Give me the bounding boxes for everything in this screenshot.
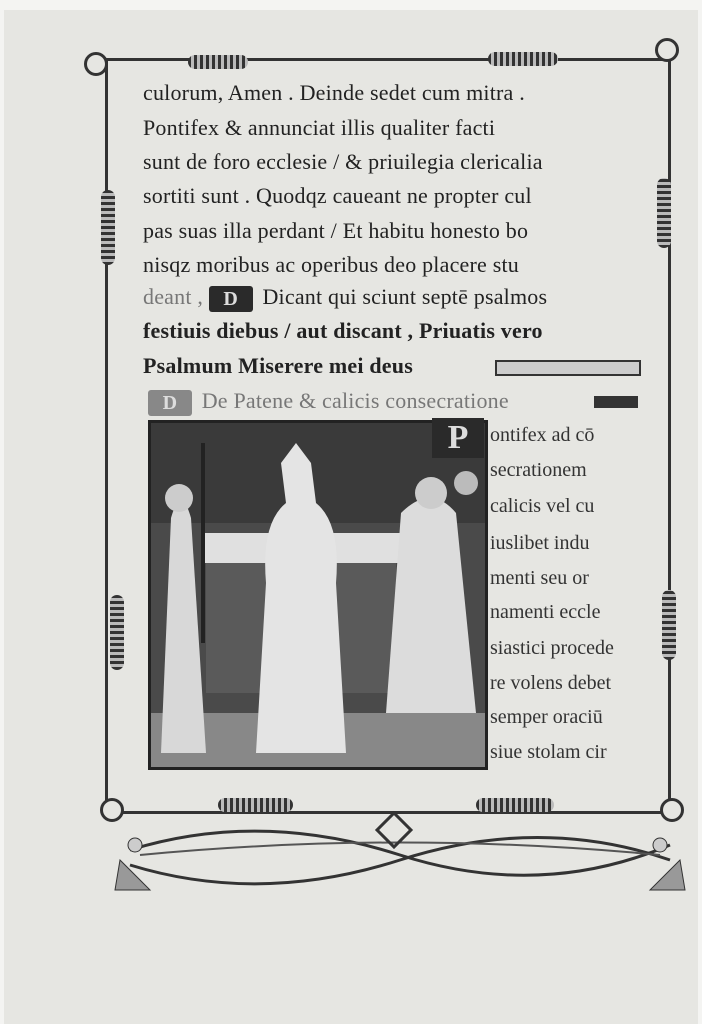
side-text-line: ontifex ad cō bbox=[490, 424, 595, 446]
border-knot bbox=[488, 52, 558, 66]
side-text-line: calicis vel cu bbox=[490, 495, 595, 517]
decorated-initial-large: P bbox=[432, 418, 484, 458]
text-line: culorum, Amen . Deinde sedet cum mitra . bbox=[143, 80, 525, 105]
side-text-line: secrationem bbox=[490, 459, 587, 481]
text-line: sortiti sunt . Quodqz caueant ne propter cul bbox=[143, 183, 532, 208]
rubric-title: De Patene & calicis consecratione bbox=[201, 388, 509, 413]
side-text-line: siastici procede bbox=[490, 637, 614, 659]
side-text-line: semper oraciū bbox=[490, 706, 603, 728]
rubric-line bbox=[148, 388, 509, 416]
decorated-initial: D bbox=[209, 286, 253, 312]
consecration-scene bbox=[151, 423, 485, 767]
text-line: pas suas illa perdant / Et habitu honesto bo bbox=[143, 218, 529, 243]
side-text-line: re volens debet bbox=[490, 672, 612, 694]
miniature-painting bbox=[148, 420, 488, 770]
text-line: sunt de foro ecclesie / & priuilegia clericalia bbox=[143, 149, 543, 174]
line-filler-ornament bbox=[594, 396, 638, 408]
border-ring-top-left bbox=[84, 52, 108, 76]
text-line: festiuis diebus / aut discant , Priuatis vero bbox=[143, 318, 543, 343]
text-faded: deant , bbox=[143, 284, 204, 309]
side-text-line: namenti eccle bbox=[490, 601, 601, 623]
border-knot bbox=[188, 55, 248, 69]
text-line: nisqz moribus ac operibus deo placere stu bbox=[143, 252, 519, 277]
text-line bbox=[143, 284, 547, 312]
side-text-line: iuslibet indu bbox=[490, 532, 590, 554]
border-knot bbox=[110, 595, 124, 670]
border-ring-top-right bbox=[655, 38, 679, 62]
side-text-line: menti seu or bbox=[490, 567, 589, 589]
text: Dicant qui sciunt septē psalmos bbox=[262, 284, 548, 309]
text-line: Psalmum Miserere mei deus bbox=[143, 353, 413, 378]
line-filler-ornament bbox=[495, 360, 641, 376]
border-knot bbox=[657, 178, 671, 248]
border-knot bbox=[662, 590, 676, 660]
side-text-line: siue stolam cir bbox=[490, 741, 607, 763]
text-line: Pontifex & annunciat illis qualiter facti bbox=[143, 115, 496, 140]
decorated-initial: D bbox=[148, 390, 192, 416]
bottom-ornament bbox=[110, 810, 690, 910]
border-knot bbox=[101, 190, 115, 265]
